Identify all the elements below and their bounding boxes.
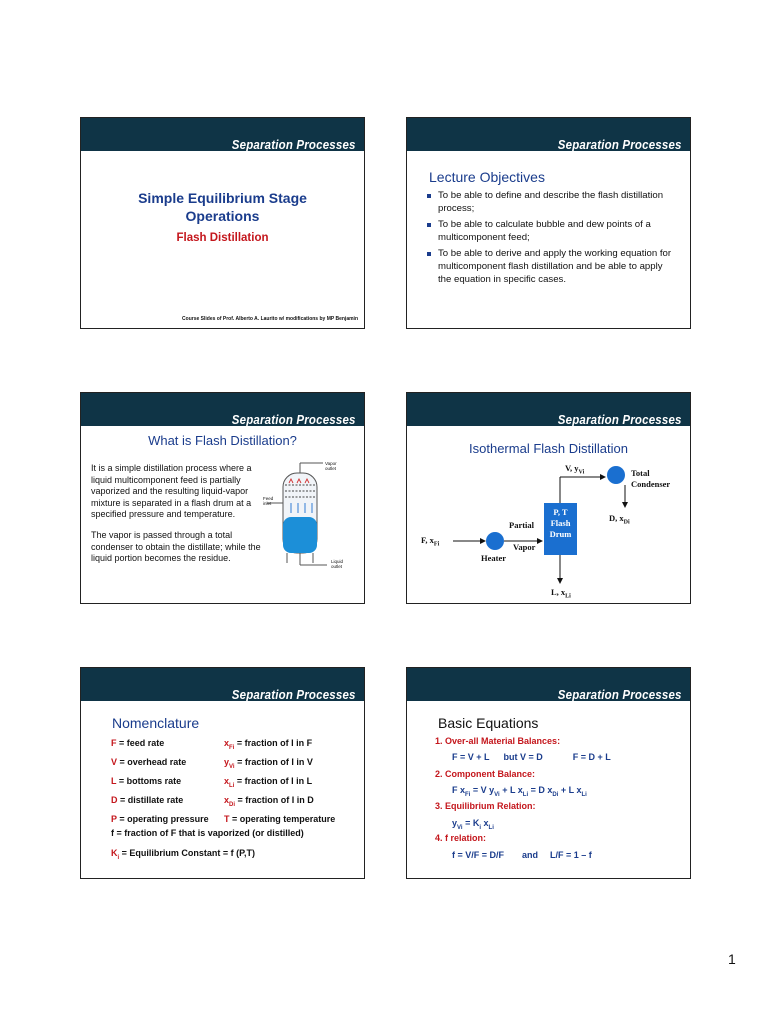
slide6-title: Basic Equations xyxy=(438,715,539,731)
header-title: Separation Processes xyxy=(558,138,682,152)
bullet-icon xyxy=(427,223,431,227)
objective-item: To be able to calculate bubble and dew points of a multicomponent feed; xyxy=(427,218,677,244)
slide1-title-line1: Simple Equilibrium Stage xyxy=(138,190,307,206)
nomenclature-right-entry: $x_{Fi}$ = fraction of I in F xyxy=(224,738,313,751)
eq-f-relation: f = V/F = D/F and L/F = 1 – f xyxy=(452,850,592,860)
eq-heading-1: 1. Over-all Material Balances: xyxy=(435,736,561,746)
slide2-title: Lecture Objectives xyxy=(429,169,545,185)
header-title: Separation Processes xyxy=(232,138,356,152)
nomenclature-left-entry: P = operating pressure xyxy=(111,814,209,824)
nomenclature-left-entry: L = bottoms rate xyxy=(111,776,182,786)
label-vapor: Vapor xyxy=(513,542,536,552)
slide1-credit: Course Slides of Prof. Alberto A. Laurito w/ modifications by MP Benjamin xyxy=(182,316,358,322)
label-vapor-stream: V, $y_{Vi}$ xyxy=(565,463,585,476)
slide-nomenclature xyxy=(80,667,365,879)
slide3-paragraph-2: The vapor is passed through a total condenser to obtain the distillate; while the liquid portion becomes the residue. xyxy=(91,530,261,563)
slide3-paragraph-1: It is a simple distillation process where a liquid multicomponent feed is partially vaporized and the resulting liquid-vapor mixture is separated in a flash drum at a specified pressure and temperature. xyxy=(91,463,252,519)
eq-material-balance: F = V + L but V = D F = D + L xyxy=(452,752,611,762)
slide-header-band xyxy=(407,118,690,151)
slide-what-is-flash xyxy=(80,392,365,604)
eq-heading-4: 4. f relation: xyxy=(435,833,487,843)
header-title: Separation Processes xyxy=(558,413,682,427)
fig-label-vapor-outlet: Vapor outlet xyxy=(325,461,337,471)
label-feed: F, $x_{Fi}$ xyxy=(421,535,440,548)
nomenclature-left-entry: D = distillate rate xyxy=(111,795,184,805)
label-flash-drum: P, T Flash Drum xyxy=(549,507,572,539)
slide-header-band xyxy=(407,668,690,701)
nomenclature-f-fraction: f = fraction of F that is vaporized (or distilled) xyxy=(111,828,304,838)
slide-header-band xyxy=(81,668,364,701)
fig-label-liquid-outlet: Liquid outlet xyxy=(331,559,344,569)
objective-item: To be able to define and describe the flash distillation process; xyxy=(427,189,677,215)
label-partial: Partial xyxy=(509,520,535,530)
objectives-list xyxy=(427,189,677,289)
slide1-subtitle: Flash Distillation xyxy=(176,232,269,244)
slide-basic-equations xyxy=(406,667,691,879)
header-title: Separation Processes xyxy=(558,688,682,702)
nomenclature-k: $K_i$ = Equilibrium Constant = f (P,T) xyxy=(111,848,256,861)
slide-lecture-objectives xyxy=(406,117,691,329)
flash-process-diagram xyxy=(407,393,691,604)
bullet-icon xyxy=(427,252,431,256)
nomenclature-right-entry: $x_{Li}$ = fraction of I in L xyxy=(224,776,313,789)
slide5-title: Nomenclature xyxy=(112,715,200,731)
nomenclature-right-entry: $y_{Vi}$ = fraction of I in V xyxy=(224,757,313,770)
slide-title xyxy=(80,117,365,329)
eq-heading-3: 3. Equilibrium Relation: xyxy=(435,801,536,811)
eq-equilibrium: $y_{Vi} = K_i$ $x_{Li}$ xyxy=(452,818,494,831)
label-heater: Heater xyxy=(481,553,507,563)
slide-header-band xyxy=(81,118,364,151)
label-liquid: L, $x_{Li}$ xyxy=(551,587,571,600)
nomenclature-left-entry: F = feed rate xyxy=(111,738,165,748)
eq-component-balance: F $x_{Fi} = V$ $y_{Vi} + L$ $x_{Li} = D$ $x_{Di} + L$ $x_{Li}$ xyxy=(452,785,587,798)
nomenclature-left-entry: V = overhead rate xyxy=(111,757,187,767)
bullet-icon xyxy=(427,194,431,198)
slide1-title-line2: Operations xyxy=(185,208,260,224)
slide4-title: Isothermal Flash Distillation xyxy=(469,441,628,456)
nomenclature-right-entry: T = operating temperature xyxy=(224,814,336,824)
label-total-condenser: Total Condenser xyxy=(631,468,671,489)
fig-label-feed-inlet: Feed inlet xyxy=(263,496,274,506)
header-title: Separation Processes xyxy=(232,688,356,702)
page-number: 1 xyxy=(728,951,736,967)
slide3-title: What is Flash Distillation? xyxy=(148,433,297,448)
objective-item: To be able to derive and apply the working equation for multicomponent flash distillation and be able to apply the equation in specific cases. xyxy=(427,247,677,286)
label-distillate: D, $x_{Di}$ xyxy=(609,513,630,526)
slide-header-band xyxy=(81,393,364,426)
slide-isothermal-flash xyxy=(406,392,691,604)
eq-heading-2: 2. Component Balance: xyxy=(435,769,536,779)
nomenclature-right-entry: $x_{Di}$ = fraction of I in D xyxy=(224,795,314,808)
header-title: Separation Processes xyxy=(232,413,356,427)
